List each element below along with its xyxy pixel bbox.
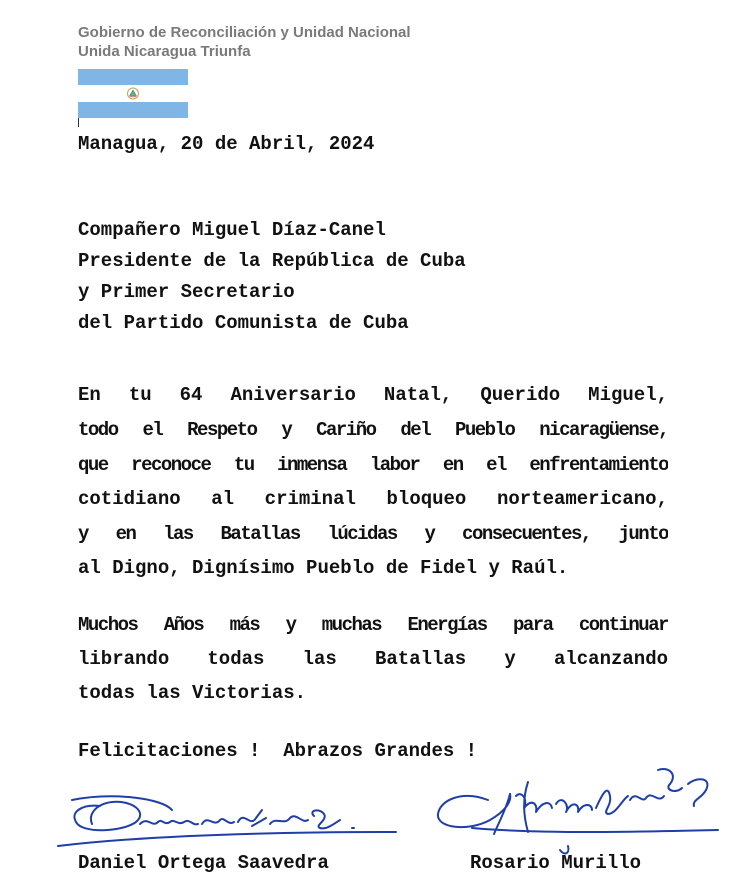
signer-name-murillo: Rosario Murillo bbox=[470, 852, 642, 874]
government-slogan: Unida Nicaragua Triunfa bbox=[78, 43, 251, 60]
paragraph-1-line: que reconoce tu inmensa labor en el enfrentamiento bbox=[78, 454, 668, 476]
nicaragua-flag bbox=[78, 69, 188, 118]
paragraph-1-line: todo el Respeto y Cariño del Pueblo nicaragüense, bbox=[78, 419, 668, 441]
recipient-line: del Partido Comunista de Cuba bbox=[78, 312, 409, 334]
flag-top-stripe bbox=[78, 69, 188, 85]
paragraph-2-line: librando todas las Batallas y alcanzando bbox=[78, 648, 668, 670]
recipient-line: Presidente de la República de Cuba bbox=[78, 250, 466, 272]
paragraph-1-line: al Digno, Dignísimo Pueblo de Fidel y Raúl. bbox=[78, 557, 569, 579]
ortega-signature bbox=[52, 788, 404, 854]
letter-date: Managua, 20 de Abril, 2024 bbox=[78, 133, 375, 155]
coat-of-arms-icon bbox=[126, 87, 140, 100]
paragraph-1-line: cotidiano al criminal bloqueo norteamericano, bbox=[78, 488, 668, 510]
paragraph-2-line: Muchos Años más y muchas Energías para continuar bbox=[78, 614, 668, 636]
paragraph-2-line: todas las Victorias. bbox=[78, 682, 307, 704]
signer-name-ortega: Daniel Ortega Saavedra bbox=[78, 852, 329, 874]
murillo-signature bbox=[432, 760, 724, 860]
recipient-line: y Primer Secretario bbox=[78, 281, 295, 303]
flag-bottom-stripe bbox=[78, 102, 188, 118]
recipient-line: Compañero Miguel Díaz-Canel bbox=[78, 219, 386, 241]
paragraph-1-line: En tu 64 Aniversario Natal, Querido Miguel, bbox=[78, 384, 668, 406]
flag-pole-mark bbox=[78, 118, 79, 127]
paragraph-1-line: y en las Batallas lúcidas y consecuentes, junto bbox=[78, 523, 668, 545]
government-name: Gobierno de Reconciliación y Unidad Nacional bbox=[78, 24, 411, 41]
closing-greeting: Felicitaciones ! Abrazos Grandes ! bbox=[78, 740, 478, 762]
